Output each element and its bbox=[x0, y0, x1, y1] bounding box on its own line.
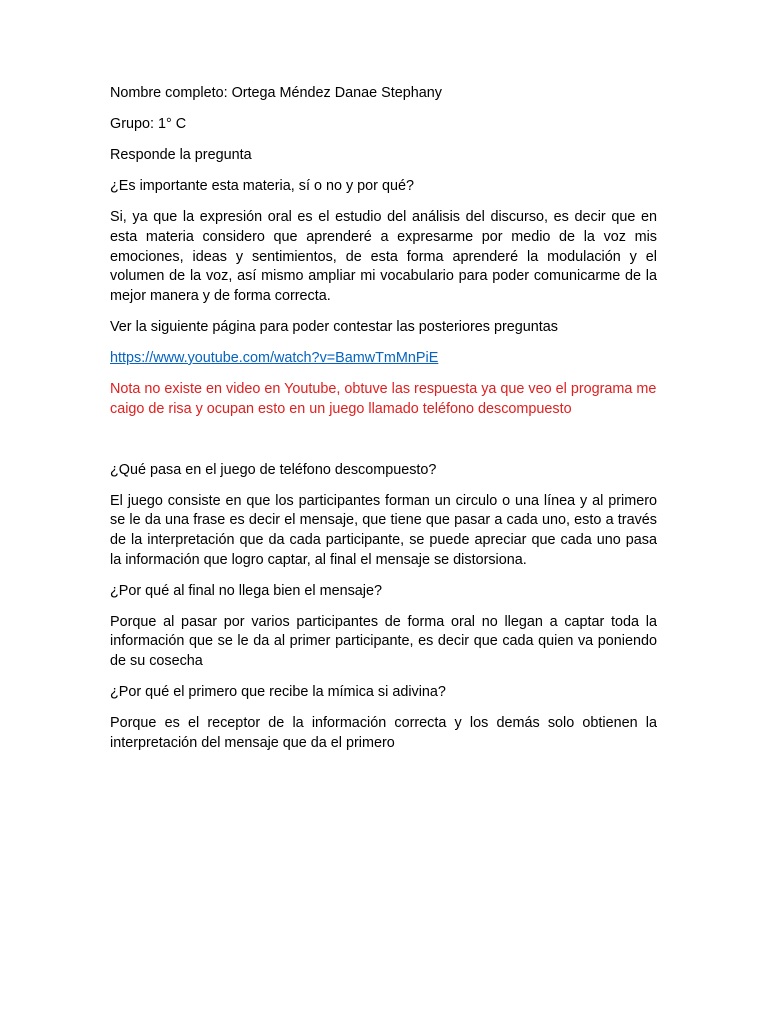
note-text: Nota no existe en video en Youtube, obtuve las respuesta ya que veo el programa me caigo de risa y ocupan esto en un juego llamado teléfono descompuesto bbox=[110, 381, 657, 417]
question-4: ¿Por qué el primero que recibe la mímica si adivina? bbox=[110, 684, 446, 701]
see-next-page-text: Ver la siguiente página para poder contestar las posteriores preguntas bbox=[110, 318, 558, 335]
question-3: ¿Por qué al final no llega bien el mensaje? bbox=[110, 582, 382, 599]
question-2: ¿Qué pasa en el juego de teléfono descompuesto? bbox=[110, 461, 437, 478]
document-page bbox=[110, 84, 657, 765]
youtube-link[interactable]: https://www.youtube.com/watch?v=BamwTmMnPiE bbox=[110, 349, 439, 366]
answer-3: Porque al pasar por varios participantes de forma oral no llegan a captar toda la información que se le da al primer participante, es decir que cada quien va poniendo de su cosecha bbox=[110, 613, 657, 669]
instruction-text: Responde la pregunta bbox=[110, 147, 252, 164]
answer-4: Porque es el receptor de la información correcta y los demás solo obtienen la interpretación del mensaje que da el primero bbox=[110, 715, 657, 751]
spacer bbox=[110, 431, 657, 461]
student-group: Grupo: 1° C bbox=[110, 116, 187, 133]
answer-1: Si, ya que la expresión oral es el estudio del análisis del discurso, es decir que en esta materia considero que aprenderé a expresarme por medio de la voz mis emociones, ideas y sentimientos, de esta forma aprenderé la modulación y el volumen de la voz, así mismo ampliar mi vocabulario para poder comunicarme de la mejor manera y de forma correcta. bbox=[110, 209, 657, 304]
question-1: ¿Es importante esta materia, sí o no y por qué? bbox=[110, 178, 414, 195]
answer-2: El juego consiste en que los participantes forman un circulo o una línea y al primero se le da una frase es decir el mensaje, que tiene que pasar a cada uno, esto a través de la interpretación que da cada participante, se puede apreciar que cada uno pasa la información que logro captar, al final el mensaje se distorsiona. bbox=[110, 492, 657, 568]
student-name: Nombre completo: Ortega Méndez Danae Stephany bbox=[110, 85, 442, 101]
